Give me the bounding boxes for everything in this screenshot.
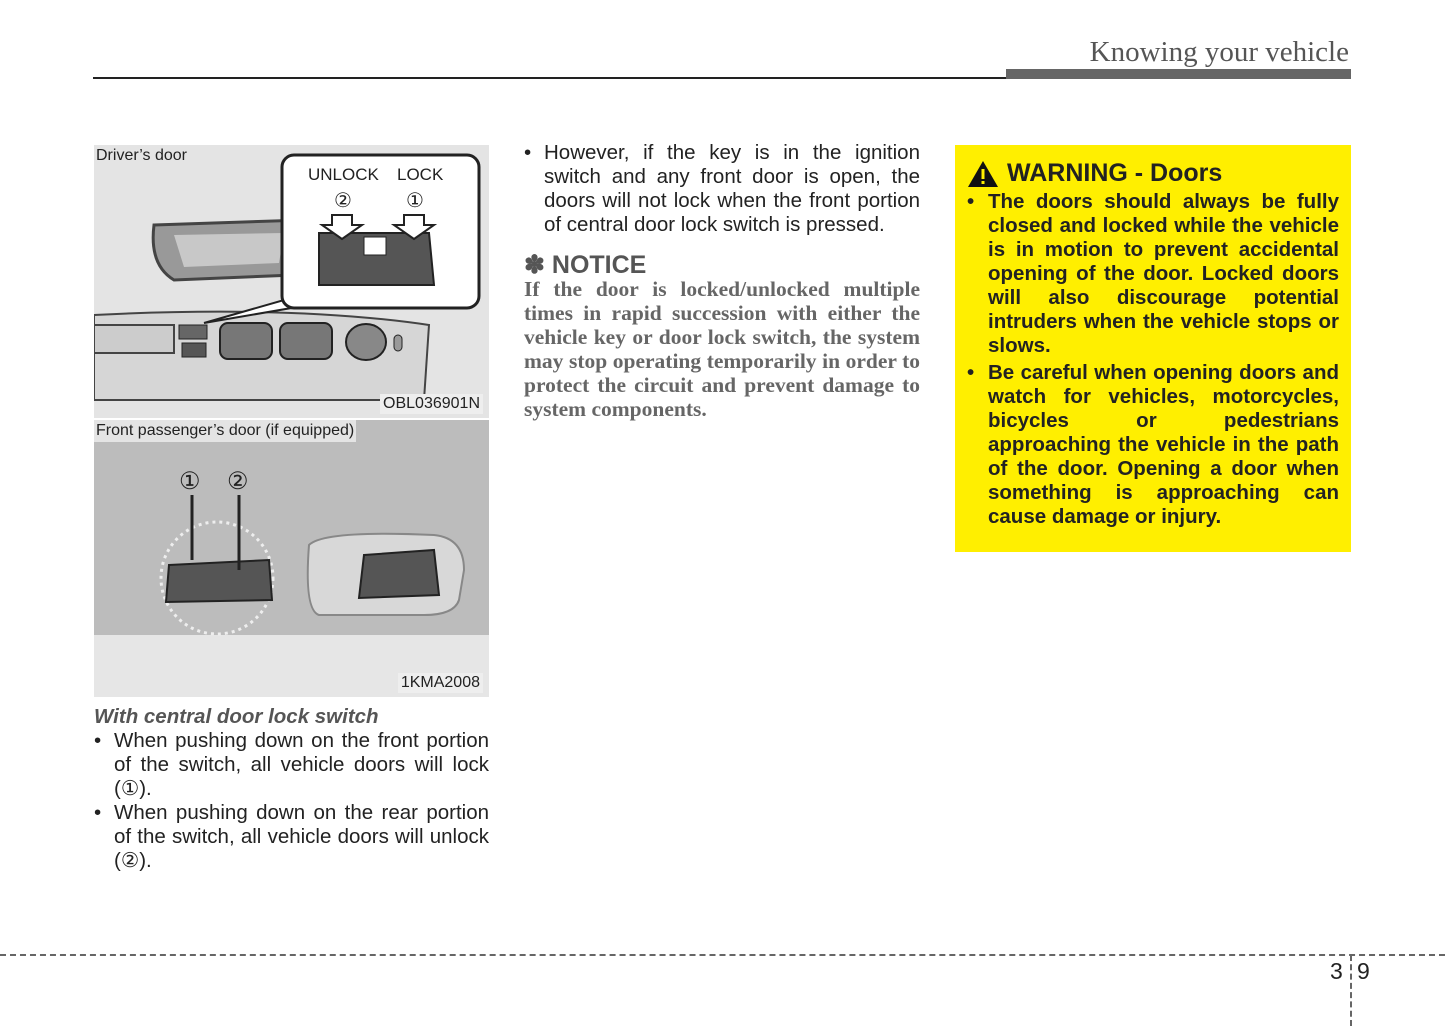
warning-bullet: • Be careful when opening doors and watch for vehicles, motorcycles, bicycles or pedestrians approaching the vehicle in the path of the door. Opening a door when something is approaching can cause damage or injury. xyxy=(967,361,1339,529)
warning-bullet: • The doors should always be fully closed and locked while the vehicle is in motion to prevent accidental opening of the door. Locked doors will also discourage potential intruders when the vehicle stops or slows. xyxy=(967,190,1339,358)
subheading: With central door lock switch xyxy=(94,705,379,728)
callout-1: ① xyxy=(179,468,201,495)
bullet-item: • When pushing down on the rear portion of the switch, all vehicle doors will unlock (②). xyxy=(94,801,489,873)
notice-title: ✽ NOTICE xyxy=(524,251,647,279)
header-bar xyxy=(1006,69,1351,79)
door-panel-illustration xyxy=(94,145,489,418)
passenger-door-figure xyxy=(94,420,489,697)
warning-title: WARNING - Doors xyxy=(1007,159,1223,187)
middle-text xyxy=(524,141,920,421)
warning-triangle-icon xyxy=(967,160,999,188)
figure-caption: Front passenger’s door (if equipped) xyxy=(94,420,356,442)
footer-divider xyxy=(1350,955,1352,1026)
figure-code: OBL036901N xyxy=(380,394,483,414)
footer-rule xyxy=(0,954,1445,956)
drivers-door-figure xyxy=(94,145,489,418)
callout-1: ① xyxy=(406,190,424,212)
callout-2: ② xyxy=(334,190,352,212)
callout-2: ② xyxy=(227,468,249,495)
page-number: 9 xyxy=(1357,958,1370,984)
running-header: Knowing your vehicle xyxy=(1089,36,1349,68)
notice-body: If the door is locked/unlocked multiple times in rapid succession with either the vehicle key or door lock switch, the system may stop operating temporarily in order to protect the circuit and prevent damage to system components. xyxy=(524,277,920,421)
bullet-item: • However, if the key is in the ignition switch and any front door is open, the doors will not lock when the front portion of central door lock switch is pressed. xyxy=(524,141,920,237)
figure-code: 1KMA2008 xyxy=(398,673,483,693)
left-text xyxy=(94,705,489,873)
figure-caption: Driver’s door xyxy=(94,145,189,167)
warning-box xyxy=(955,145,1351,552)
lock-label: LOCK xyxy=(397,165,444,184)
passenger-switch-illustration xyxy=(94,420,489,697)
bullet-item: • When pushing down on the front portion of the switch, all vehicle doors will lock (①). xyxy=(94,729,489,801)
unlock-label: UNLOCK xyxy=(308,165,379,184)
chapter-number: 3 xyxy=(1330,958,1343,984)
header-rule xyxy=(93,77,1006,79)
